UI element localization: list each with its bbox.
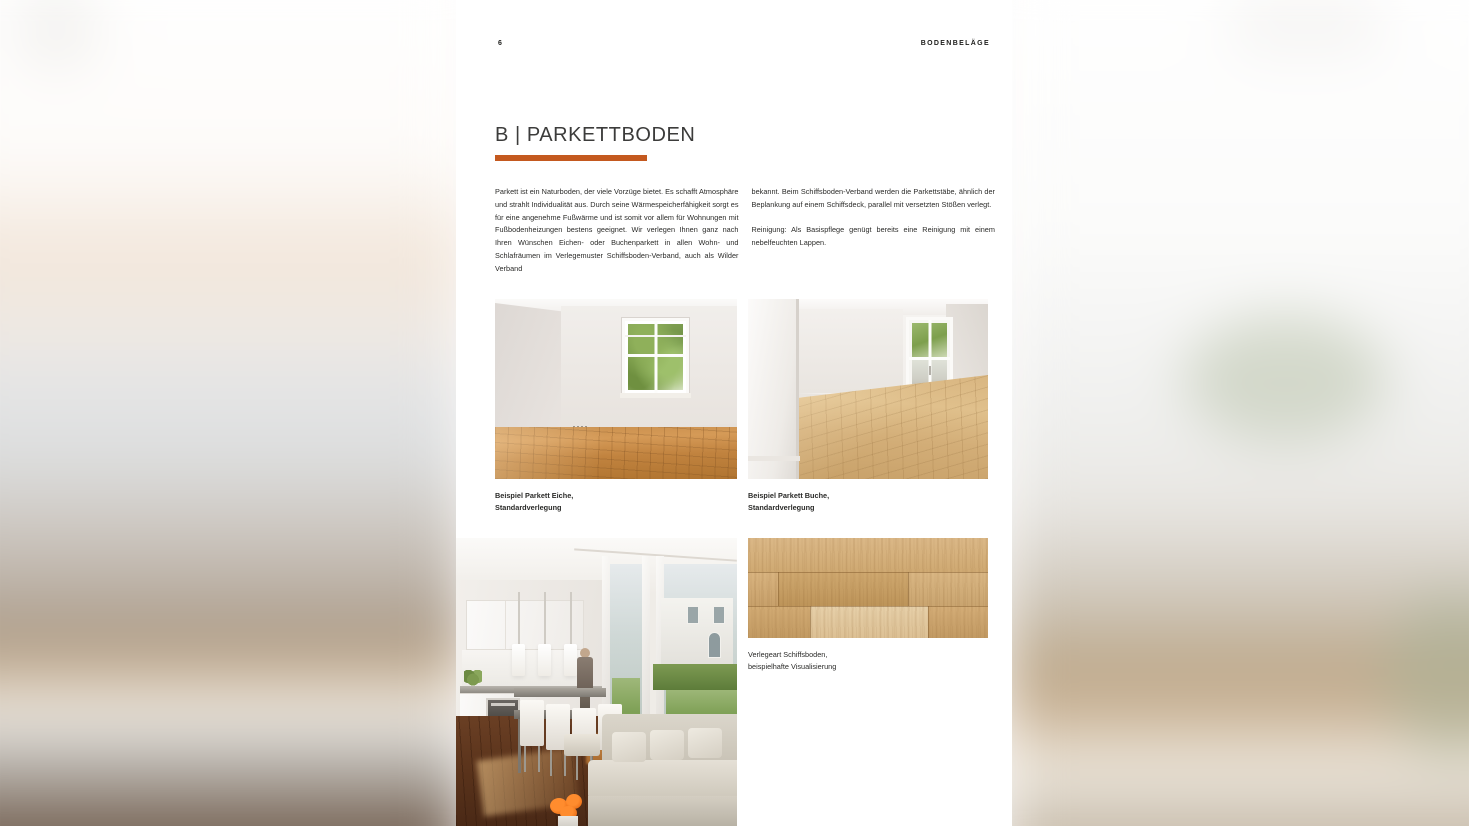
exterior-arched-window	[708, 632, 721, 658]
caption-line-1: Verlegeart Schiffsboden,	[748, 650, 828, 659]
figure-caption	[495, 490, 737, 513]
text-column-right	[752, 186, 996, 276]
figure-caption	[748, 649, 988, 672]
page-title: B | PARKETTBODEN	[495, 124, 696, 146]
page-number: 6	[498, 40, 503, 47]
section-heading-block	[495, 125, 695, 161]
background-left-spread	[0, 0, 465, 826]
kitchen-upper-cabinets	[466, 600, 584, 650]
caption-line-1: Beispiel Parkett Buche,	[748, 491, 830, 500]
caption-line-2: Standardverlegung	[748, 502, 815, 512]
caption-line-1: Beispiel Parkett Eiche,	[495, 491, 574, 500]
room-wall-back	[799, 309, 903, 393]
exterior-window	[713, 606, 725, 624]
caption-line-2: Standardverlegung	[495, 502, 562, 512]
sofa	[588, 714, 737, 826]
sofa-cushion	[650, 730, 684, 760]
kitchen-island	[514, 688, 606, 697]
chair-back	[520, 700, 544, 746]
figure-parkett-eiche	[495, 299, 737, 513]
hedge	[653, 664, 737, 690]
pendant-shade	[512, 644, 525, 676]
figure-interieur-visualisierung	[456, 538, 737, 826]
caption-line-2: beispielhafte Visualisierung	[748, 661, 837, 671]
chapter-label: BODENBELÄGE	[920, 40, 990, 47]
cabinet-divider	[505, 601, 506, 649]
photo-parkett-buche	[748, 299, 988, 479]
pendant-lamp	[570, 592, 572, 648]
pendant-lamp	[544, 592, 546, 648]
pendant-shade	[538, 644, 551, 676]
room-pillar-edge	[796, 299, 799, 479]
window	[622, 318, 689, 396]
oak-parquet-floor	[495, 427, 737, 479]
window-sill	[620, 393, 691, 398]
running-head	[456, 40, 1012, 54]
text-column-left	[495, 186, 739, 276]
body-text-columns	[495, 186, 995, 276]
title-accent-rule	[495, 155, 647, 161]
figure-schiffsboden-muster	[748, 538, 988, 672]
figure-parkett-buche	[748, 299, 988, 513]
photo-parkett-eiche	[495, 299, 737, 479]
flower-arrangement	[544, 792, 592, 826]
potted-plant	[464, 670, 482, 686]
photo-schiffsboden-muster	[748, 538, 988, 638]
door-handle	[929, 366, 931, 375]
sofa-cushion	[688, 728, 722, 758]
oven-handle	[491, 703, 515, 706]
sofa-cushion	[612, 732, 646, 762]
dining-chair	[520, 700, 544, 772]
person-figure	[576, 648, 594, 714]
paragraph-intro: Parkett ist ein Naturboden, der viele Vorzüge bietet. Es schafft Atmosphäre und strahlt Individualität aus. Durch seine Wärmespeicherfähigkeit sorgt es für eine angenehme Fußwärme und ist somit vor allem für Wohnungen mit Fußbodenheizungen bestens geeignet. Wir verlegen Ihnen ganz nach Ihren Wünschen Eichen- oder Buchenparkett in allen Wohn- und Schlafräumen im Verlegemuster Schiffsboden-Verband, auch als Wilder Verband	[495, 187, 739, 273]
pendant-lamp	[518, 592, 520, 648]
pillar-skirting	[748, 456, 800, 461]
paragraph-schiffsboden: bekannt. Beim Schiffsboden-Verband werden die Parkettstäbe, ähnlich der Beplankung auf einem Schiffsdeck, parallel mit versetzten Stößen verlegt.	[751, 187, 995, 209]
brochure-page	[456, 0, 1012, 826]
figure-caption	[748, 490, 988, 513]
paragraph-reinigung: Reinigung: Als Basispflege genügt bereits eine Reinigung mit einem nebelfeuchten Lappen.	[751, 225, 995, 248]
room-pillar	[748, 299, 796, 479]
exterior-window	[687, 606, 699, 624]
wood-grain-texture	[748, 538, 988, 638]
chair-legs	[522, 746, 542, 772]
person-torso	[577, 657, 593, 689]
window-mullion-horizontal	[625, 354, 686, 357]
background-right-foliage	[1184, 314, 1385, 441]
photo-interieur-visualisierung	[456, 538, 737, 826]
background-right-blob	[1227, 0, 1386, 56]
sofa-seat	[588, 760, 737, 800]
neighbouring-building	[661, 598, 733, 670]
sofa-base	[588, 796, 737, 826]
vase	[558, 816, 578, 826]
